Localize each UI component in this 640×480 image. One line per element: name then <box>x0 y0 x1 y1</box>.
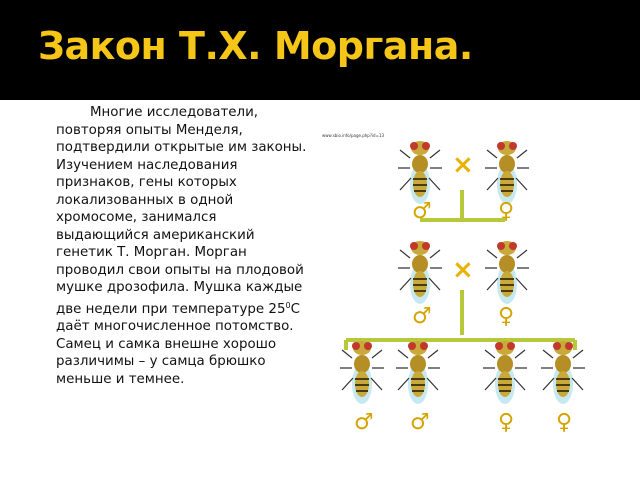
fly-icon <box>340 341 384 404</box>
cross-symbol: × <box>452 150 474 180</box>
female-symbol: ♀ <box>556 410 573 435</box>
connector-line <box>346 290 575 350</box>
fly-icon <box>485 141 529 204</box>
fly-icon <box>398 241 442 304</box>
male-symbol: ♂ <box>354 410 374 435</box>
male-symbol: ♂ <box>410 410 430 435</box>
body-text <box>56 104 308 388</box>
cross-symbol: × <box>452 255 474 285</box>
text-part-2: С даёт многочисленное потомство. Самец и самка внешне хорошо различимы – у самца брюшко меньше и темнее. <box>56 301 300 387</box>
connector-line <box>420 190 505 220</box>
female-symbol: ♀ <box>498 304 515 329</box>
text-superscript: 0 <box>285 300 291 310</box>
fly-icon <box>485 241 529 304</box>
male-symbol: ♂ <box>412 199 432 224</box>
female-symbol: ♀ <box>498 410 515 435</box>
slide-title: Закон Т.Х. Моргана. <box>38 24 473 68</box>
diagram-caption: www.sbio.info/page.php?id=13 <box>322 133 385 138</box>
title-bar <box>0 0 640 100</box>
fly-icon <box>396 341 440 404</box>
male-symbol: ♂ <box>412 304 432 329</box>
fly-icon <box>541 341 585 404</box>
text-part-1: Многие исследователи, повторяя опыты Менделя, подтвердили открытые им законы. Изучением наследования признаков, гены которых локализованных в одной хромосоме, занимался выдающийся американский генетик Т. Морган. Морган проводил свои опыты на плодовой мушке дрозофила. Мушка каждые две недели при температуре 25 <box>56 105 307 317</box>
fly-icon <box>398 141 442 204</box>
female-symbol: ♀ <box>498 199 515 224</box>
fly-icon <box>483 341 527 404</box>
